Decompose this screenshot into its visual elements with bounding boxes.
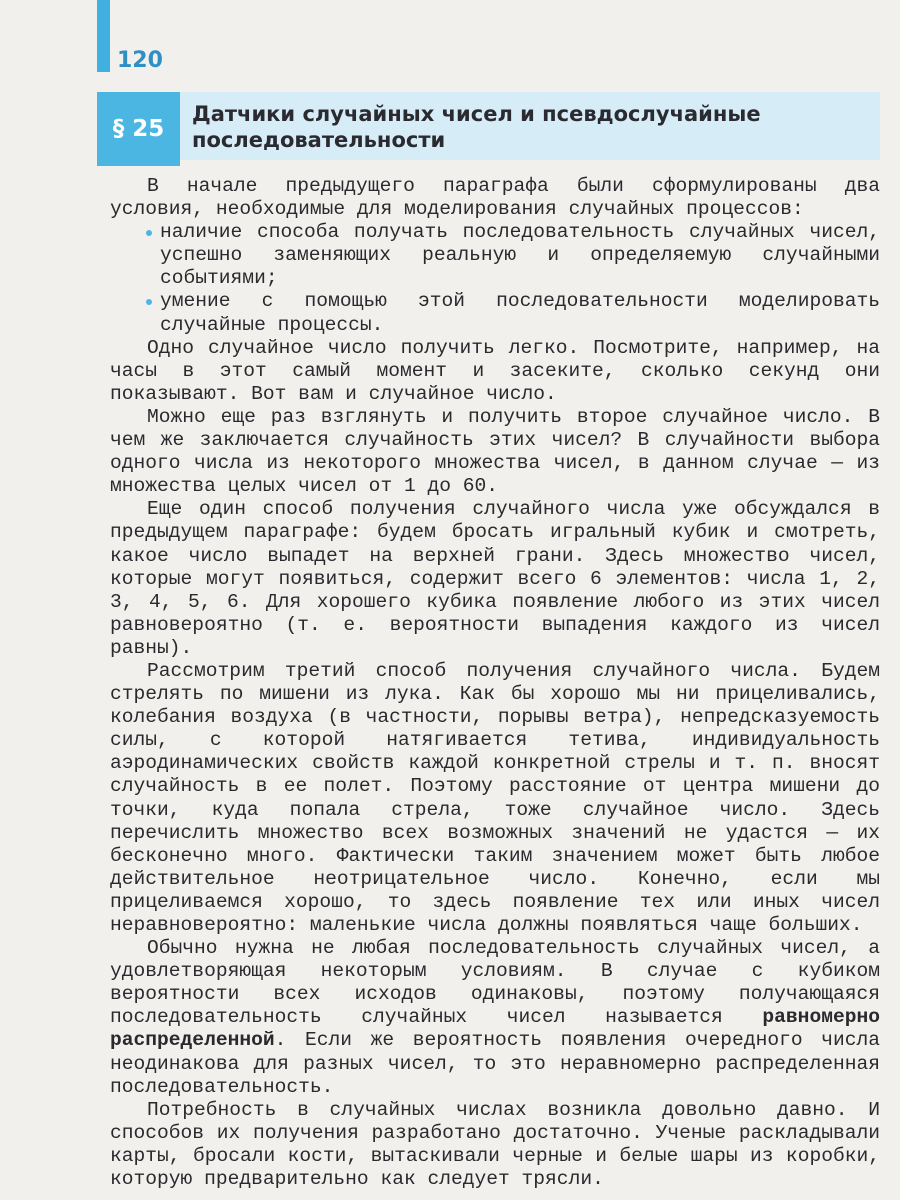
page-edge-bar (97, 0, 110, 72)
paragraph: Потребность в случайных числах возникла довольно давно. И способов их получения разработано достаточно. Ученые раскладывали карты, бросали кости, вытаскивали черные и белые шары из коробки, которую предварительно как следует трясли. (110, 1098, 880, 1191)
text-span: Обычно нужна не любая последовательность случайных чисел, а удовлетворяющая некоторым условиям. В случае с кубиком вероятности всех исходов одинаковы, поэтому получающаяся последовательность случайных чисел называется (110, 937, 880, 1029)
paragraph: Одно случайное число получить легко. Посмотрите, например, на часы в этот самый момент и засеките, сколько секунд они показывают. Вот вам и случайное число. (110, 336, 880, 405)
section-number: § 25 (97, 92, 180, 166)
section-title: Датчики случайных чисел и псевдослучайные последовательности (192, 102, 761, 152)
text-span: . Если же вероятность появления очередного числа неодинакова для разных чисел, то это неравномерно распределенная последовательность. (110, 1029, 880, 1098)
paragraph: Еще один способ получения случайного числа уже обсуждался в предыдущем параграфе: будем бросать игральный кубик и смотреть, какое число выпадет на верхней грани. Здесь множество чисел, которые могут появиться, содержит всего 6 элементов: числа 1, 2, 3, 4, 5, 6. Для хорошего кубика появление любого из этих чисел равновероятно (т. е. вероятности выпадения каждого из чисел равны). (110, 498, 880, 659)
term-bold: равномерно распределенной (110, 1006, 880, 1052)
paragraph: Можно еще раз взглянуть и получить второе случайное число. В чем же заключается случайность этих чисел? В случайности выбора одного числа из некоторого множества чисел, в данном случае — из множества целых чисел от 1 до 60. (110, 405, 880, 498)
page-number: 120 (117, 48, 163, 73)
list-item: наличие способа получать последовательность случайных чисел, успешно заменяющих реальную и определяемую случайными событиями; (160, 221, 880, 290)
paragraph: В начале предыдущего параграфа были сформулированы два условия, необходимые для моделирования случайных процессов: (110, 175, 880, 221)
list-item: умение с помощью этой последовательности моделировать случайные процессы. (160, 290, 880, 336)
bullet-list (110, 221, 880, 336)
paragraph (110, 937, 880, 1099)
paragraph: Рассмотрим третий способ получения случайного числа. Будем стрелять по мишени из лука. Как бы хорошо мы ни прицеливались, колебания воздуха (в частности, порывы ветра), непредсказуемость силы, с которой натягивается тетива, индивидуальность аэродинамических свойств каждой конкретной стрелы и т. п. вносят случайность в ее полет. Поэтому расстояние от центра мишени до точки, куда попала стрела, тоже случайное число. Здесь перечислить множество всех возможных значений не удастся — их бесконечно много. Фактически таким значением может быть любое действительное неотрицательное число. Конечно, если мы прицеливаемся хорошо, то здесь появление тех или иных чисел неравновероятно: маленькие числа должны появляться чаще больших. (110, 659, 880, 936)
body-text (110, 175, 880, 1191)
